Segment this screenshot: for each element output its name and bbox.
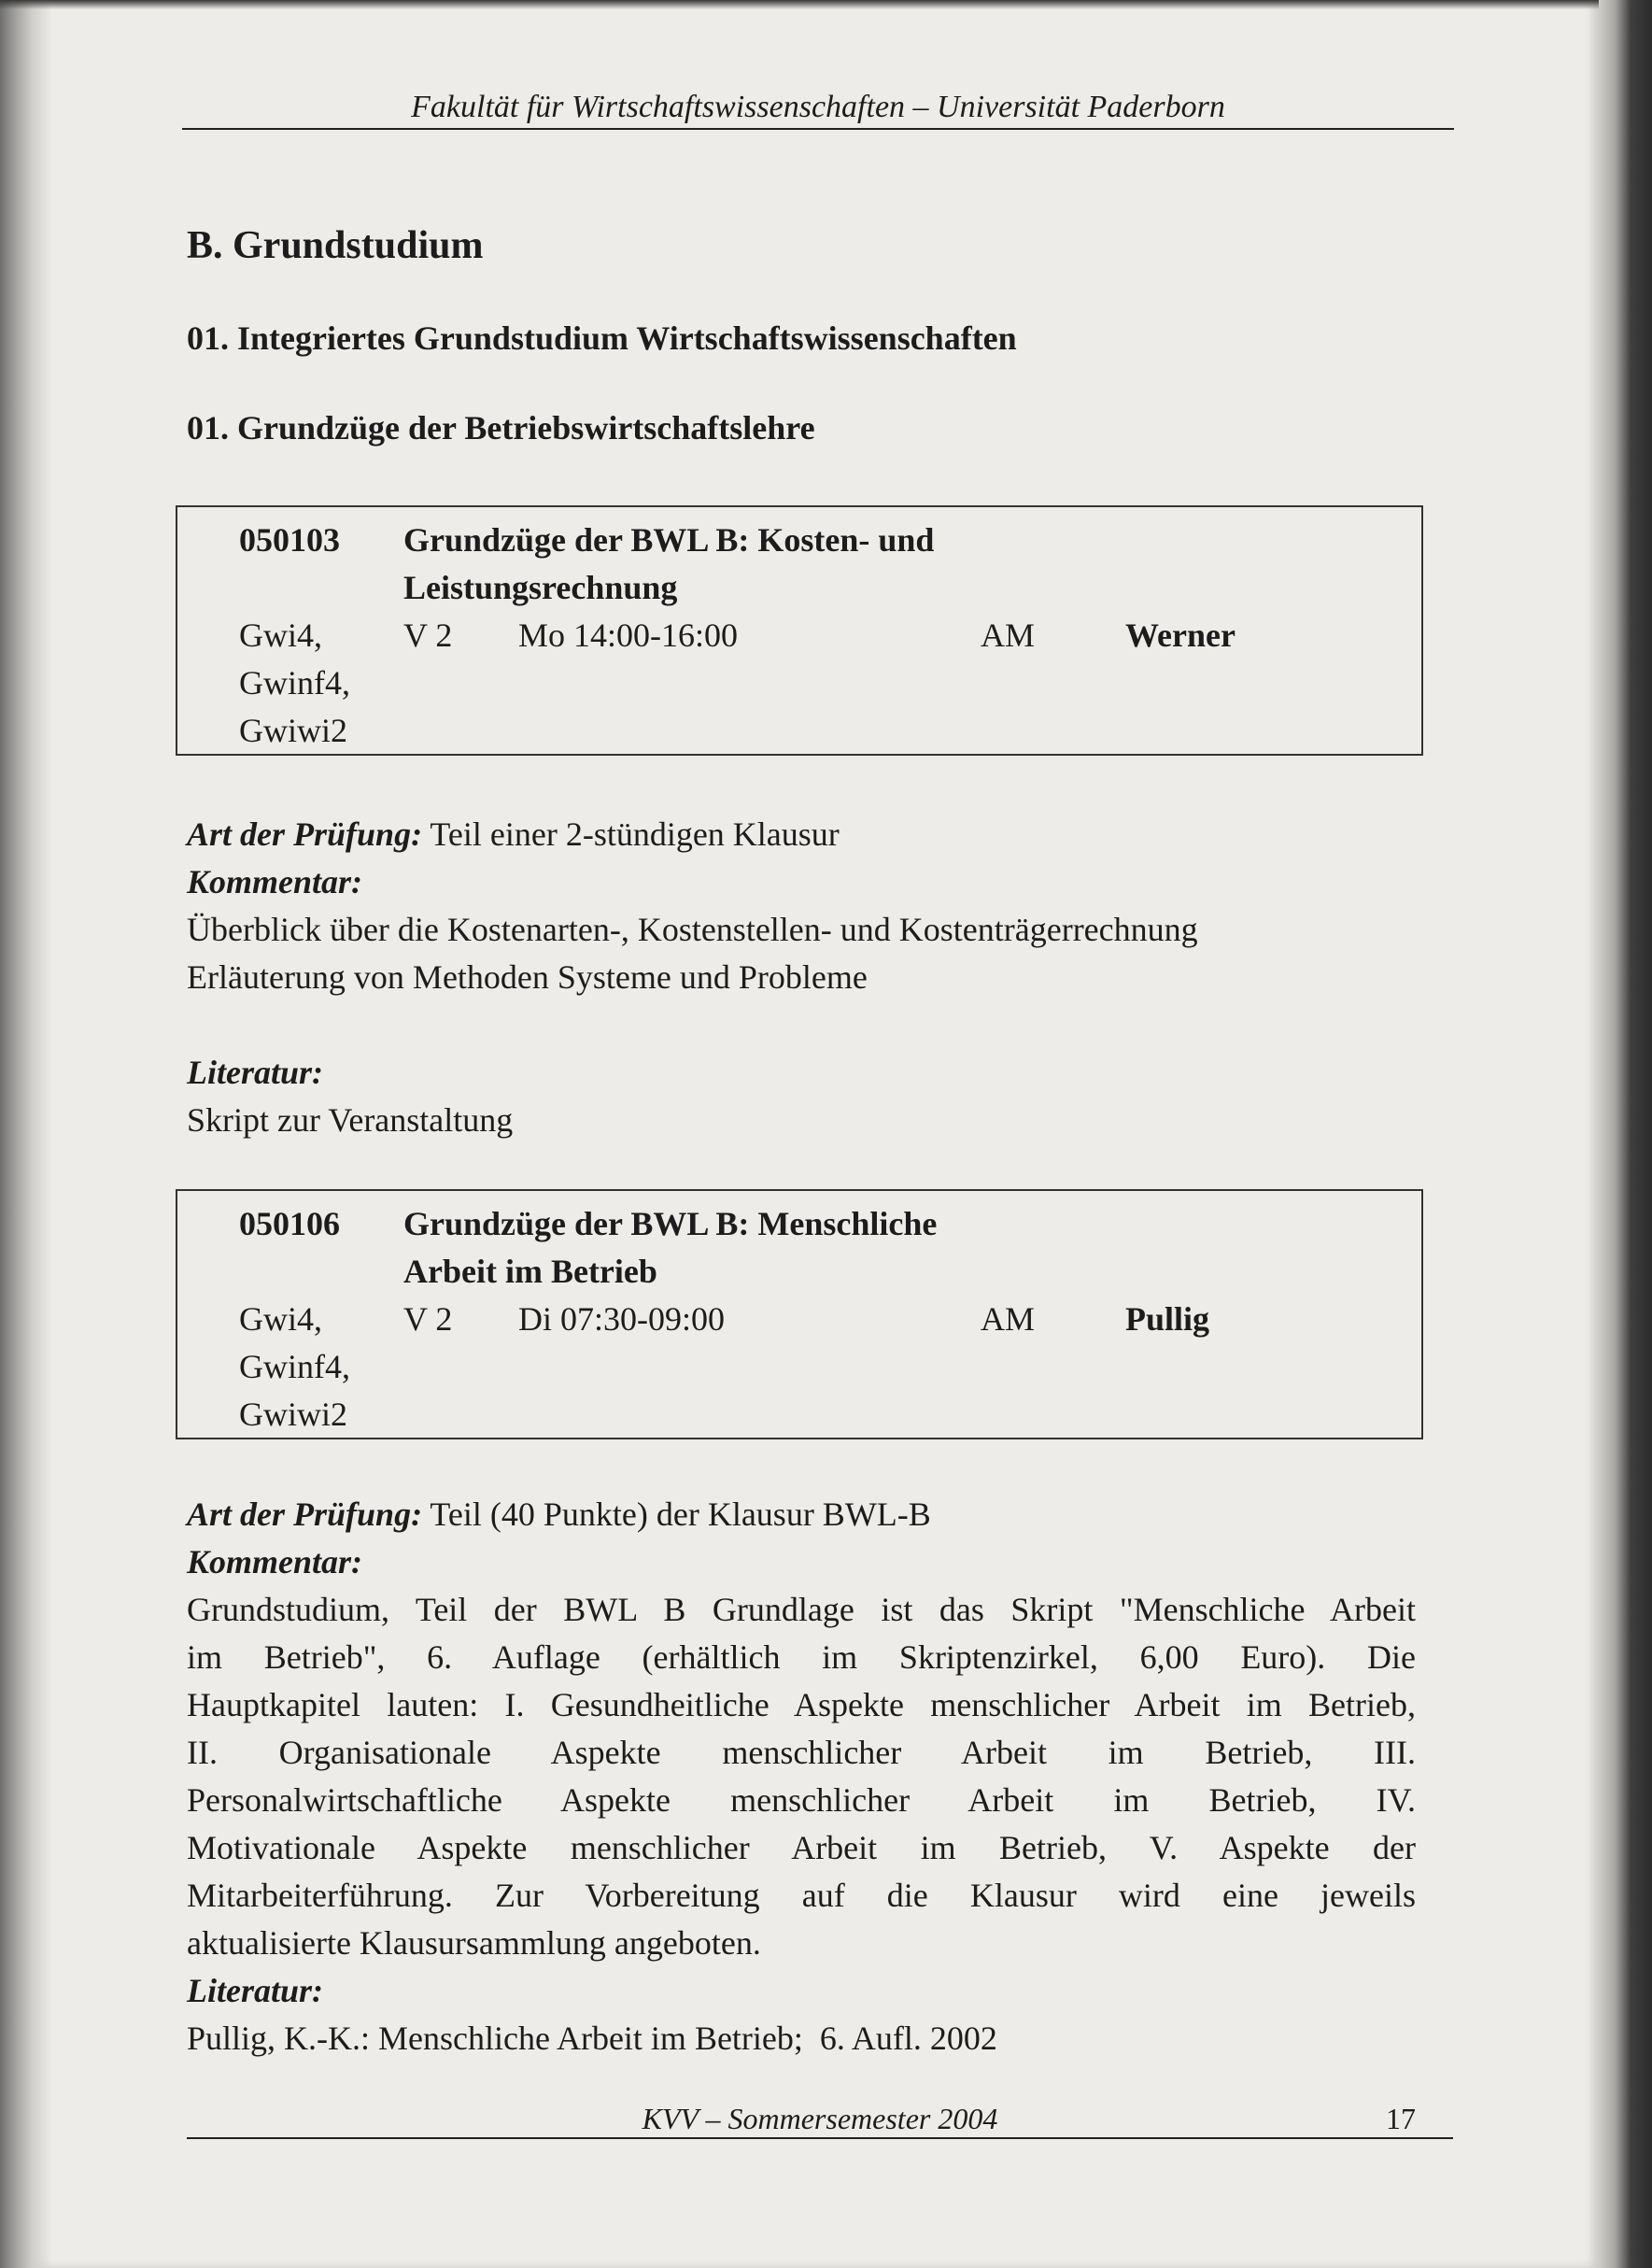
course-number: 050106 xyxy=(239,1205,340,1242)
comment-line: Überblick über die Kostenarten-, Kostenstellen- und Kostenträgerrechnung xyxy=(187,911,1198,948)
literature-value: Pullig, K.-K.: Menschliche Arbeit im Betrieb; 6. Aufl. 2002 xyxy=(187,2020,997,2057)
running-footer xyxy=(187,2100,1453,2139)
comment-line: aktualisierte Klausursammlung angeboten. xyxy=(187,1924,761,1962)
running-header: Fakultät für Wirtschaftswissenschaften – Universität Paderborn xyxy=(182,89,1454,130)
spacer xyxy=(187,1001,1416,1049)
comment-line: Hauptkapitel lauten: I. Gesundheitliche Aspekte menschlicher Arbeit im Betrieb, xyxy=(187,1686,1416,1723)
comment-line: Erläuterung von Methoden Systeme und Probleme xyxy=(187,958,868,996)
course-box-050103 xyxy=(176,505,1423,756)
course-details-050106 xyxy=(187,1491,1416,2062)
course-title: Grundzüge der BWL B: Menschliche Arbeit im Betrieb xyxy=(403,1205,938,1290)
page-edge-shadow xyxy=(1599,0,1652,2268)
course-room: AM xyxy=(981,1300,1036,1338)
course-sws: V 2 xyxy=(403,617,453,654)
exam-line xyxy=(187,1491,1416,1538)
course-lecturer: Pullig xyxy=(1125,1300,1210,1338)
footer-title: KVV – Sommersemester 2004 xyxy=(642,2102,998,2135)
comment-line: Motivationale Aspekte menschlicher Arbeit im Betrieb, V. Aspekte der xyxy=(187,1829,1416,1866)
comment-line: Personalwirtschaftliche Aspekte menschlicher Arbeit im Betrieb, IV. xyxy=(187,1781,1416,1819)
literature-label: Literatur: xyxy=(187,1972,324,2009)
exam-line xyxy=(187,811,1416,858)
comment-line: Grundstudium, Teil der BWL B Grundlage ist das Skript "Menschliche Arbeit xyxy=(187,1591,1416,1628)
comment-line: II. Organisationale Aspekte menschlicher Arbeit im Betrieb, III. xyxy=(187,1734,1416,1771)
course-lecturer: Werner xyxy=(1125,617,1235,654)
comment-label: Kommentar: xyxy=(187,863,363,900)
top-edge-shadow xyxy=(0,0,1599,9)
course-time: Mo 14:00-16:00 xyxy=(518,617,739,654)
exam-value: Teil (40 Punkte) der Klausur BWL-B xyxy=(430,1495,931,1533)
course-box-050106 xyxy=(176,1189,1423,1439)
course-sws: V 2 xyxy=(403,1300,453,1338)
binding-shadow xyxy=(0,0,52,2268)
course-time: Di 07:30-09:00 xyxy=(518,1300,725,1338)
subsection-title: 01. Integriertes Grundstudium Wirtschaftswissenschaften xyxy=(187,319,1017,357)
comment-line: im Betrieb", 6. Auflage (erhältlich im Skriptenzirkel, 6,00 Euro). Die xyxy=(187,1638,1416,1676)
course-room: AM xyxy=(981,617,1036,654)
course-title: Grundzüge der BWL B: Kosten- und Leistungsrechnung xyxy=(403,521,935,606)
exam-label: Art der Prüfung: xyxy=(187,1495,423,1533)
exam-label: Art der Prüfung: xyxy=(187,815,423,853)
comment-line: Mitarbeiterführung. Zur Vorbereitung auf die Klausur wird eine jeweils xyxy=(187,1877,1416,1914)
comment-label: Kommentar: xyxy=(187,1543,363,1581)
sub-subsection-title: 01. Grundzüge der Betriebswirtschaftslehre xyxy=(187,409,815,447)
course-programs: Gwi4, Gwinf4, Gwiwi2 xyxy=(239,1300,350,1433)
literature-label: Literatur: xyxy=(187,1054,324,1091)
course-number: 050103 xyxy=(239,521,340,559)
exam-value: Teil einer 2-stündigen Klausur xyxy=(430,815,840,853)
course-programs: Gwi4, Gwinf4, Gwiwi2 xyxy=(239,617,350,749)
section-title: B. Grundstudium xyxy=(187,224,484,267)
page-number: 17 xyxy=(1386,2102,1416,2135)
literature-value: Skript zur Veranstaltung xyxy=(187,1101,514,1139)
course-details-050103 xyxy=(187,811,1416,1144)
